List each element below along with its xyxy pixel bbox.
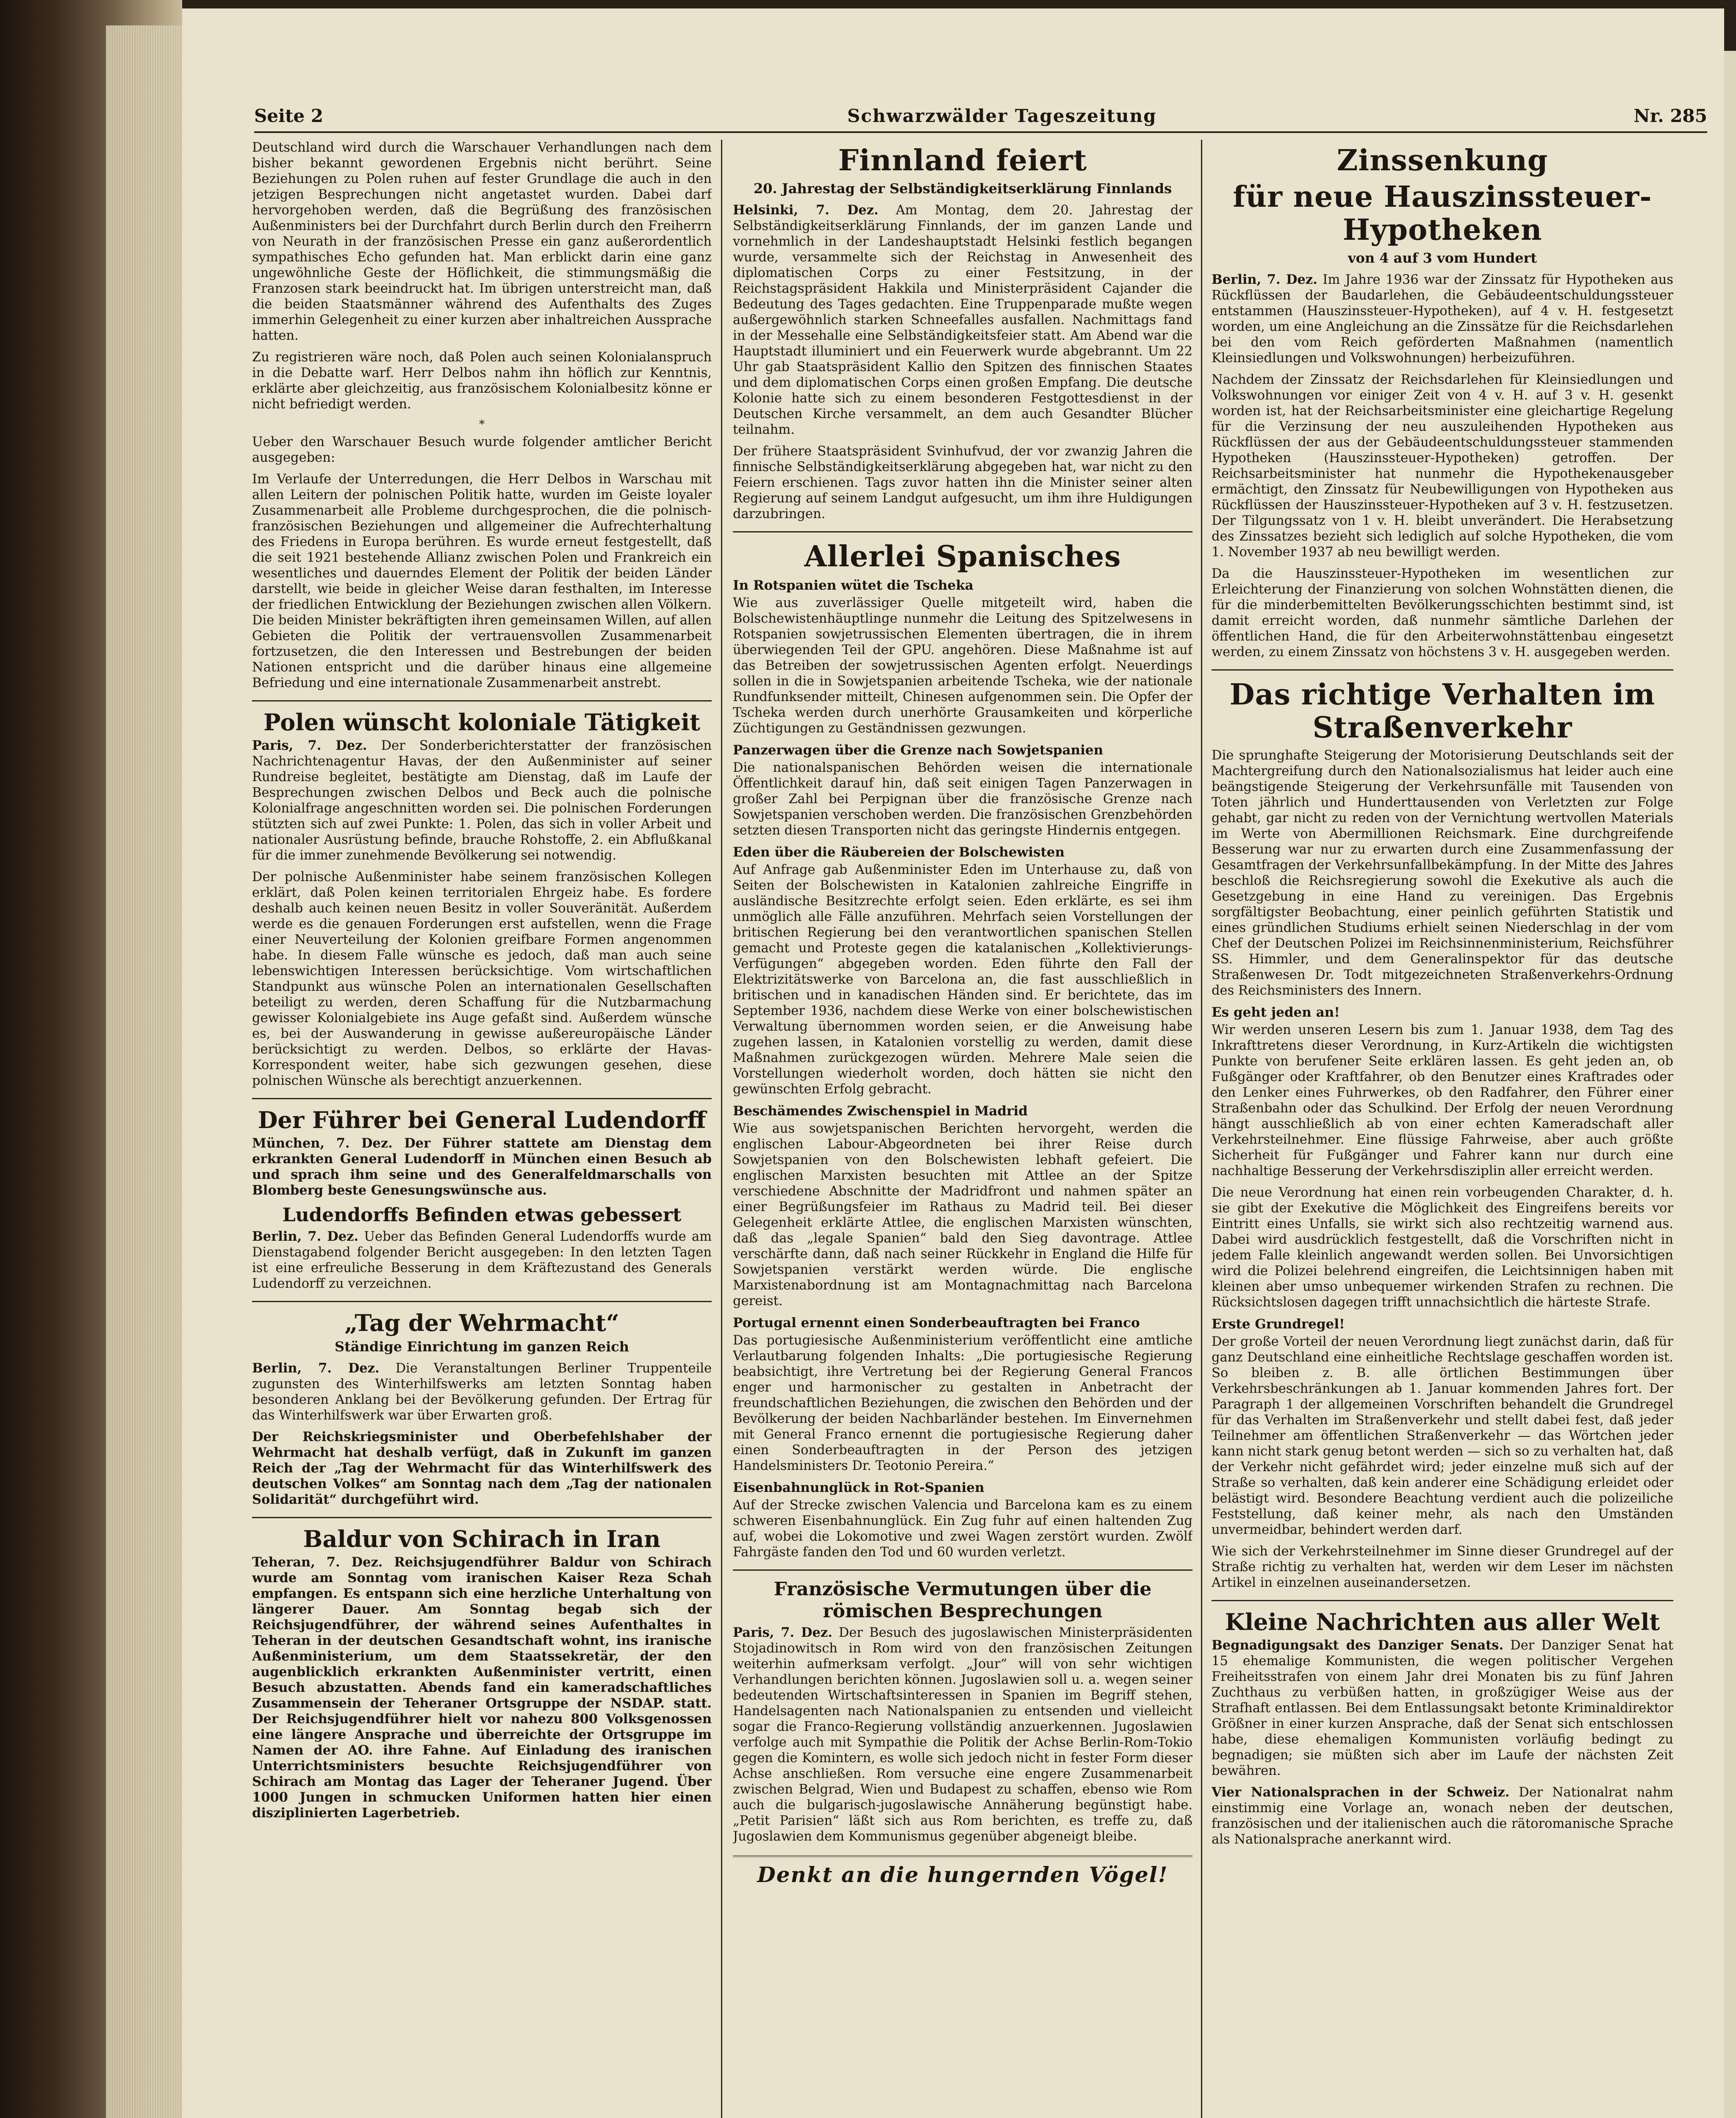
divider: [733, 1569, 1192, 1571]
grundregel-paragraph-2: Wie sich der Verkehrsteilnehmer im Sinne dieser Grundregel auf der Straße richtig zu verhalten hat, werden wir dem Leser im nächsten Artikel in einzelnen auseinandersetzen.: [1212, 1544, 1673, 1590]
zins-subheadline: von 4 auf 3 vom Hundert: [1348, 250, 1537, 266]
finnland-paragraph-1: Am Montag, dem 20. Jahrestag der Selbständigkeitserklärung Finnlands, der im ganzen Lande und vornehmlich in der Landeshauptstadt Helsinki festlich begangen wurde, versammelte sich der Reichstag in Anwesenheit des diplomatischen Corps zu einer Festsitzung, in der Reichstagspräsident Hakkila und Ministerpräsident Cajander die Bedeutung des Tages gedachten. Eine Truppenparade mußte wegen außergewöhnlich starken Schneefalles ausfallen. Nachmittags fand in der Messehalle eine Selbständigkeitsfeier statt. Am Abend war die Hauptstadt illuminiert und ein Feuerwerk wurde abgebrannt. Um 22 Uhr gab Staatspräsident Kallio den Spitzen des finnischen Staates und dem diplomatischen Corps einen großen Empfang. Die deutsche Kolonie hatte sich zu einem besonderen Festgottesdienst in der Deutschen Kirche versammelt, an dem auch Gesandter Blücher teilnahm.: [733, 203, 1192, 437]
polen-paragraph-2: Der polnische Außenminister habe seinem französischen Kollegen erklärt, daß Polen keinen territorialen Ehrgeiz habe. Es fordere deshalb auch keinen neuen Besitz in voller Souveränität. Außerdem werde es die genauen Forderungen erst aufstellen, wenn die Frage einer Neuverteilung der Kolonien greifbare Formen angenommen habe. In diesem Falle wünsche es jedoch, daß man auch seine lebenswichtigen Interessen berücksichtige. Vom wirtschaftlichen Standpunkt aus wünsche Polen an internationalen Gesellschaften beteiligt zu werden, deren Schaffung für die Nutzbarmachung gewisser Kolonialgebiete ins Auge gefaßt sind. Außerdem wünsche es, bei der Auswanderung in gewisse außereuropäische Länder berücksichtigt zu werden. Delbos, so erklärte der Havas-Korrespondent weiter, habe sich gezwungen gesehen, diese polnischen Wünsche als berechtigt anzuerkennen.: [252, 870, 712, 1088]
madrid-article: Wie aus sowjetspanischen Berichten hervorgeht, werden die englischen Labour-Abgeordneten bei ihrer Reise durch Sowjetspanien von den Bolschewisten lebhaft gefeiert. Die englischen Marxisten besuchten mit Attlee an der Spitze verschiedene Abschnitte der Madridfront und nahmen später an einer Begrüßungsfeier im Rathaus zu Madrid teil. Bei dieser Gelegenheit erklärte Attlee, die englischen Marxisten wünschten, daß das „legale Spanien“ bald den Sieg davontrage. Attlee verschärfte dann, daß nach seiner Rückkehr in England die Hilfe für Sowjetspanien verstärkt werden würde. Die englische Marxistenabordnung ist am Montagnachmittag nach Barcelona gereist.: [733, 1121, 1192, 1309]
zins-dateline: Berlin, 7. Dez.: [1212, 272, 1317, 287]
column-middle: [733, 140, 1192, 2071]
ludendorff-dateline: Berlin, 7. Dez.: [252, 1229, 359, 1244]
schirach-article: Reichsjugendführer Baldur von Schirach wurde am Sonntag vom iranischen Kaiser Reza Schah empfangen. Es entspann sich eine herzliche Unterhaltung von längerer Dauer. Am Sonntag begab sich der Reichsjugendführer, der während seines Aufenthaltes in Teheran in der deutschen Gesandtschaft wohnt, ins iranische Außenministerium, um dem Staatssekretär, der den augenblicklich erkrankten Außenminister vertritt, einen Besuch abzustatten. Abends fand ein kameradschaftliches Zusammensein der Teheraner Ortsgruppe der NSDAP. statt. Der Reichsjugendführer hielt vor nahezu 800 Volksgenossen eine längere Ansprache und überreichte der Ortsgruppe im Namen der AO. ihre Fahne. Auf Einladung des iranischen Unterrichtsministers besuchte Reichsjugendführer von Schirach am Montag das Lager der Teheraner Jugend. Über 1000 Jungen in schmucken Uniformen hatten hier einen disziplinierten Lagerbetrieb.: [252, 1555, 712, 1821]
page-number: Seite 2: [254, 105, 323, 126]
divider: [252, 700, 712, 701]
wehrmacht-dateline: Berlin, 7. Dez.: [252, 1361, 380, 1376]
divider: [1212, 669, 1673, 671]
divider: [733, 531, 1192, 532]
eisenbahn-subhead: Eisenbahnunglück in Rot-Spanien: [733, 1480, 984, 1495]
ludendorff-headline: Ludendorffs Befinden etwas gebessert: [282, 1204, 682, 1226]
column-rule-1: [721, 140, 722, 2118]
panzerwagen-article: Die nationalspanischen Behörden weisen die internationale Öffentlichkeit darauf hin, daß seit einigen Tagen Panzerwagen in großer Zahl bei Perpignan über die französische Grenze nach Sowjetspanien verschoben werden. Die französischen Grenzbehörden setzten diesen Transporten nicht das geringste Hindernis entgegen.: [733, 760, 1192, 838]
wehrmacht-headline: „Tag der Wehrmacht“: [344, 1309, 619, 1336]
portugal-subhead: Portugal ernennt einen Sonderbeauftragten bei Franco: [733, 1315, 1140, 1331]
madrid-subhead: Beschämendes Zwischenspiel in Madrid: [733, 1103, 1028, 1119]
eisenbahn-article: Auf der Strecke zwischen Valencia und Barcelona kam es zu einem schweren Eisenbahnunglück. Ein Zug fuhr auf einen haltenden Zug auf, wobei die Lokomotive und zwei Wagen zerstört wurden. Zwölf Fahrgäste fanden den Tod und 60 wurden verletzt.: [733, 1498, 1192, 1560]
newspaper-title: Schwarzwälder Tageszeitung: [847, 105, 1157, 126]
danzig-subhead: Begnadigungsakt des Danziger Senats.: [1212, 1638, 1503, 1653]
intro-paragraph-1: Deutschland wird durch die Warschauer Verhandlungen nach dem bisher bekannt gewordenen Ergebnis nicht berührt. Seine Beziehungen zu Polen ruhen auf fester Grundlage die auch in den jetzigen Besprechungen nicht angetastet wurden. Dabei darf hervorgehoben werden, daß die Begrüßung des französischen Außenministers bei der Durchfahrt durch Berlin durch den Freiherrn von Neurath in der französischen Presse ein ganz außerordentlich sympathisches Echo gefunden hat. Man erblickt darin eine ganz ungewöhnliche Geste der Höflichkeit, die stimmungsmäßig die Franzosen stark beeindruckt hat. Im übrigen unterstreicht man, daß die beiden Staatsmänner während des Aufenthalts des Zuges immerhin Gelegenheit zu einer kurzen aber inhaltreichen Aussprache hatten.: [252, 140, 712, 343]
finnland-dateline: Helsinki, 7. Dez.: [733, 202, 879, 218]
wehrmacht-subheadline: Ständige Einrichtung im ganzen Reich: [334, 1339, 630, 1355]
vermutungen-dateline: Paris, 7. Dez.: [733, 1625, 832, 1640]
danzig-article: Der Danziger Senat hat 15 ehemalige Kommunisten, die wegen politischer Vergehen Freiheitsstrafen von einem Jahr drei Monaten bis zu fünf Jahren Zuchthaus zu verbüßen hatten, in großzügiger Weise aus der Strafhaft entlassen. Bei dem Entlassungsakt betonte Kriminaldirektor Größner in einer kurzen Ansprache, daß der Senat sich entschlossen habe, diese ehemaligen Kommunisten vorläufig bedingt zu begnadigen; sie müßten sich aber im Laufe der nächsten Zeit bewähren.: [1212, 1638, 1673, 1778]
panzerwagen-subhead: Panzerwagen über die Grenze nach Sowjetspanien: [733, 743, 1104, 758]
issue-number: Nr. 285: [1633, 105, 1707, 126]
fuehrer-article: München, 7. Dez. Der Führer stattete am Dienstag dem erkrankten General Ludendorff in München einen Besuch ab und sprach ihm seine und des Generalfeldmarschalls von Blomberg beste Genesungswünsche aus.: [252, 1136, 712, 1198]
divider: [252, 1517, 712, 1518]
section-star: *: [479, 418, 485, 431]
divider: [1212, 1600, 1673, 1601]
schirach-dateline: Teheran, 7. Dez.: [252, 1555, 383, 1570]
zins-headline-line-1: Zinssenkung: [1337, 144, 1548, 177]
slogan-banner: Denkt an die hungernden Vögel!: [757, 1862, 1168, 1887]
zins-paragraph-1: Im Jahre 1936 war der Zinssatz für Hypotheken aus Rückflüssen der Baudarlehen, die Gebäudeentschuldungssteuer entstammen (Hauszinssteuer-Hypotheken), auf 4 v. H. festgesetzt worden, um eine Angleichung an die Zinssätze für die Reichsdarlehen bei den vom Reich geförderten Maßnahmen (namentlich Kleinsiedlungen und Volkswohnungen) herbeizuführen.: [1212, 272, 1673, 366]
verkehr-headline: Das richtige Verhalten im Straßenverkehr: [1229, 678, 1656, 745]
fuehrer-headline: Der Führer bei General Ludendorff: [258, 1106, 706, 1134]
zins-paragraph-2: Nachdem der Zinssatz der Reichsdarlehen für Kleinsiedlungen und Volkswohnungen vor einiger Zeit von 4 v. H. auf 3 v. H. gesenkt worden ist, hat der Reichsarbeitsminister eine gleichartige Regelung für die Verzinsung der neu auszuleihenden Hypotheken aus Rückflüssen der aus der Gebäudeentschuldungssteuer stammenden Hypotheken (Hauszinssteuer-Hypotheken) getroffen. Der Reichsarbeitsminister hat nunmehr die Hypothekenausgeber ermächtigt, den Zinssatz für Neubewilligungen von Hypotheken aus Rückflüssen der Hauszinssteuer-Hypotheken auf 3 v. H. festzusetzen. Der Tilgungssatz von 1 v. H. bleibt unverändert. Die Herabsetzung des Zinssatzes bezieht sich lediglich auf solche Hypotheken, die vom 1. November 1937 ab neu bewilligt werden.: [1212, 372, 1673, 560]
jeden-an-paragraph-2: Die neue Verordnung hat einen rein vorbeugenden Charakter, d. h. sie gibt der Exekutive die Möglichkeit des Eingreifens bereits vor Eintritt eines Unfalls, sie wirkt sich also rechtzeitig warnend aus. Dabei wird ausdrücklich festgestellt, daß die Vorschriften nicht in jedem Falle kleinlich angewandt werden sollen. Bei Unvorsichtigen wird die Polizei belehrend eingreifen, die Leichtsinnigen haben mit kleinen aber umso unbequemer wirkenden Strafen zu rechnen. Die Rücksichtslosen dagegen trifft unnachsichtlich die härteste Strafe.: [1212, 1185, 1673, 1310]
page-header: [254, 93, 1707, 133]
zins-paragraph-3: Da die Hauszinssteuer-Hypotheken im wesentlichen zur Erleichterung der Finanzierung von solchen Wohnstätten dienen, die für die minderbemittelten Bevölkerungsschichten bestimmt sind, ist damit erreicht worden, daß nunmehr sämtliche Darlehen der öffentlichen Hand, die für den Arbeiterwohnstättenbau eingesetzt werden, zu einem Zinssatz von höchstens 3 v. H. ausgegeben werden.: [1212, 566, 1673, 660]
eden-subhead: Eden über die Räubereien der Bolschewisten: [733, 845, 1065, 860]
finnland-subheadline: 20. Jahrestag der Selbständigkeitserklärung Finnlands: [753, 180, 1172, 197]
newspaper-page: [182, 8, 1724, 2118]
polen-paragraph-1: Der Sonderberichterstatter der französischen Nachrichtenagentur Havas, der den Außenminister auf seiner Rundreise begleitet, bestätigte am Dienstag, daß im Laufe der Besprechungen zwischen Delbos und Beck auch die polnische Kolonialfrage angeschnitten worden sei. Die polnischen Forderungen stützten sich auf zwei Punkte: 1. Polen, das sich in voller Arbeit und nationaler Ausrüstung befinde, brauche Rohstoffe, 2. ein Abflußkanal für die immer zunehmende Bevölkerung sei notwendig.: [252, 738, 712, 863]
grundregel-paragraph-1: Der große Vorteil der neuen Verordnung liegt zunächst darin, daß für ganz Deutschland eine einheitliche Rechtslage geschaffen worden ist. So bleiben z. B. alle örtlichen Bestimmungen über Verkehrsbeschränkungen ab 1. Januar kommenden Jahres fort. Der Paragraph 1 der allgemeinen Vorschriften behandelt die Grundregel für das Verhalten im Straßenverkehr und stellt dabei fest, daß jeder Teilnehmer am öffentlichen Straßenverkehr — das Wörtchen jeder kann nicht stark genug betont werden — sich so zu verhalten hat, daß der Verkehr nicht gefährdet wird; jeder einzelne muß sich auf der Straße so verhalten, daß kein anderer eine Schädigung erleidet oder belästigt wird. Besondere Beachtung verdient auch die polizeiliche Feststellung, daß keiner mehr, als nach den Umständen unvermeidbar, behindert werden darf.: [1212, 1334, 1673, 1537]
vermutungen-headline: Französische Vermutungen über die römischen Besprechungen: [774, 1578, 1152, 1622]
schweiz-article: Der Nationalrat nahm einstimmig eine Vorlage an, wonach neben der deutschen, französischen und der italienischen auch die rätoromanische Sprache als Nationalsprache anerkannt wird.: [1212, 1785, 1673, 1847]
eden-article: Auf Anfrage gab Außenminister Eden im Unterhause zu, daß von Seiten der Bolschewisten in Katalonien zahlreiche Eingriffe in ausländische Besitzrechte erfolgt seien. Eden erklärte, es sei ihm unmöglich alle Fälle anzuführen. Mehrfach seien Vorstellungen der britischen Regierung bei den verantwortlichen spanischen Stellen gemacht und Proteste gegen die katalanischen „Kollektivierungs-Verfügungen“ abgegeben worden. Eden führte den Fall der Elektrizitätswerke von Barcelona an, die fast ausschließlich in britischen und in kanadischen Händen sind. Er berichtete, das im September 1936, nachdem diese Werke von einer bolschewistischen Verwaltung übernommen worden seien, er die Anweisung habe zugehen lassen, in Katalonien vorstellig zu werden, damit diese Maßnahmen zurückgezogen würden. Mehrere Male seien die Vorstellungen wiederholt worden, doch hätten sie nicht den gewünschten Erfolg gebracht.: [733, 862, 1192, 1097]
finnland-paragraph-2: Der frühere Staatspräsident Svinhufvud, der vor zwanzig Jahren die finnische Selbständigkeitserklärung abgegeben hat, war nicht zu den Feiern erschienen. Tags zuvor hatten ihn die Minister seiner alten Regierung auf seinem Landgut aufgesucht, um ihm ihre Huldigungen darzubringen.: [733, 444, 1192, 521]
portugal-article: Das portugiesische Außenministerium veröffentlicht eine amtliche Verlautbarung folgenden Inhalts: „Die portugiesische Regierung beabsichtigt, ihre Vertretung bei der Regierung General Francos enger und harmonischer zu gestalten in Anbetracht der freundschaftlichen Beziehungen, die zwischen den Behörden und der Bevölkerung der beiden Nachbarländer bestehen. Im Einvernehmen mit General Franco ernennt die portugiesische Regierung daher einen Sonderbeauftragten in der Person des jetzigen Handelsministers Dr. Teotonio Pereira.“: [733, 1333, 1192, 1473]
jeden-an-paragraph-1: Wir werden unseren Lesern bis zum 1. Januar 1938, dem Tag des Inkrafttretens dieser Verordnung, in Kurz-Artikeln die wichtigsten Punkte von berufener Seite erklären lassen. Es geht jeden an, ob Fußgänger oder Kraftfahrer, ob den Benutzer eines Kraftrades oder den Lenker eines Fuhrwerkes, ob den Radfahrer, den Führer einer Straßenbahn oder das Schulkind. Der Erfolg der neuen Verordnung hängt ausschließlich ab von einer echten Kameradschaft aller Verkehrsteilnehmer. Eine flüssige Fahrweise, aber auch größte Sicherheit für Fußgänger und Fahrer kann nur durch eine nachhaltige Besserung der Verkehrsdisziplin aller erreicht werden.: [1212, 1023, 1673, 1178]
column-left: [252, 140, 712, 2118]
column-right: [1212, 140, 1673, 2118]
verkehr-intro: Die sprunghafte Steigerung der Motorisierung Deutschlands seit der Machtergreifung durch den Nationalsozialismus hat leider auch eine beängstigende Steigerung der Verkehrsunfälle mit Tausenden von Toten jährlich und Hunderttausenden von Verletzten zur Folge gehabt, gar nicht zu reden von der Vernichtung wertvollen Materials im Werte von Abermillionen Reichsmark. Eine durchgreifende Besserung war nur zu erwarten durch eine Zusammenfassung der Gesamtfragen der Verkehrsunfallbekämpfung. In der Mitte des Jahres beschloß die Reichsregierung sowohl die Exekutive als auch die Gesetzgebung in eine Hand zu vereinigen. Das Ergebnis sorgfältigster Beobachtung, einer peinlich geführten Statistik und eines gründlichen Studiums erhielt seinen Niederschlag in der vom Chef der Deutschen Polizei im Reichsinnenministerium, Reichsführer SS. Himmler, und dem Generalinspektor für das deutsche Straßenwesen Dr. Todt mitgezeichneten Straßenverkehrs-Ordnung des Reichsministers des Innern.: [1212, 748, 1673, 998]
polen-dateline: Paris, 7. Dez.: [252, 738, 367, 753]
spanisches-headline: Allerlei Spanisches: [804, 540, 1121, 574]
divider: [733, 1855, 1192, 1857]
column-rule-2: [1201, 140, 1202, 2118]
tscheka-article: Wie aus zuverlässiger Quelle mitgeteilt wird, haben die Bolschewistenhäuptlinge nunmehr die Leitung des Spitzelwesens in Rotspanien sowjetrussischen Elementen übertragen, die in ihrem überwiegenden Teil der GPU. angehören. Diese Maßnahme ist auf das Betreiben der sowjetrussischen Agenten erfolgt. Neuerdings sollen in die in Sowjetspanien arbeitende Tscheka, wie der nationale Rundfunksender mitteilt, Chinesen aufgenommen sein. Die Opfer der Tscheka werden durch unerhörte Grausamkeiten und körperliche Züchtigungen zu Geständnissen gezwungen.: [733, 596, 1192, 736]
grundregel-subhead: Erste Grundregel!: [1212, 1317, 1345, 1332]
schirach-headline: Baldur von Schirach in Iran: [303, 1525, 661, 1552]
warschau-report: Im Verlaufe der Unterredungen, die Herr Delbos in Warschau mit allen Leitern der polnischen Politik hatte, wurden im Geiste loyaler Zusammenarbeit alle Probleme durchgesprochen, die die polnisch-französischen Beziehungen und allgemeiner die Aufrechterhaltung des Friedens in Europa berühren. Es wurde erneut festgestellt, daß die seit 1921 bestehende Allianz zwischen Polen und Frankreich ein wesentliches und dauerndes Element der Politik der beiden Länder darstellt, wie beide in gleicher Weise daran festhalten, im Interesse der friedlichen Entwicklung der Beziehungen zwischen allen Völkern. Die beiden Minister bekräftigten ihren gemeinsamen Willen, auf allen Gebieten die Politik der vertrauensvollen Zusammenarbeit fortzusetzen, die den Interessen und Bestrebungen der beiden Nationen entspricht und die darüber hinaus eine allgemeine Befriedung und eine internationale Zusammenarbeit anstrebt.: [252, 472, 712, 690]
polen-headline: Polen wünscht koloniale Tätigkeit: [263, 709, 700, 736]
vermutungen-article: Der Besuch des jugoslawischen Ministerpräsidenten Stojadinowitsch in Rom wird von den französischen Zeitungen weiterhin aufmerksam verfolgt. „Jour“ will von sehr wichtigen Verhandlungen berichten können. Jugoslawien soll u. a. wegen seiner bedeutenden Wirtschaftsinteressen in Spanien im Begriff stehen, Handelsagenten nach Nationalspanien zu entsenden und vielleicht sogar die Franco-Regierung vollständig anzuerkennen. Jugoslawien verfolge auch mit Sympathie die Politik der Achse Berlin-Rom-Tokio gegen die Komintern, es wolle sich jedoch nicht in fester Form dieser Achse anschließen. Rom versuche eine engere Zusammenarbeit zwischen Belgrad, Wien und Budapest zu schaffen, ebenso wie Rom auch die bulgarisch-jugoslawische Annäherung begünstigt habe. „Petit Parisien“ läßt sich aus Rom berichten, es treffe zu, daß Jugoslawien dem Kommunismus gegenüber abgeneigt bleibe.: [733, 1625, 1192, 1844]
finnland-headline: Finnland feiert: [838, 144, 1087, 177]
wehrmacht-decree: Der Reichskriegsminister und Oberbefehlshaber der Wehrmacht hat deshalb verfügt, daß in Zukunft im ganzen Reich der „Tag der Wehrmacht für das Winterhilfswerk des deutschen Volkes“ am Sonntag nach dem „Tag der nationalen Solidarität“ durchgeführt wird.: [252, 1429, 712, 1507]
divider: [252, 1301, 712, 1302]
warschau-lead: Ueber den Warschauer Besuch wurde folgender amtlicher Bericht ausgegeben:: [252, 435, 712, 465]
zins-headline-line-2: für neue Hauszinssteuer-Hypotheken: [1233, 180, 1652, 247]
schweiz-subhead: Vier Nationalsprachen in der Schweiz.: [1212, 1785, 1510, 1800]
intro-paragraph-2: Zu registrieren wäre noch, daß Polen auch seinen Kolonialanspruch in die Debatte warf. Herr Delbos nahm ihn höflich zur Kenntnis, erklärte aber gleichzeitig, aus französischem Kolonialbesitz könne er nicht befriedigt werden.: [252, 350, 712, 412]
tscheka-subhead: In Rotspanien wütet die Tscheka: [733, 578, 973, 593]
kleine-nachrichten-headline: Kleine Nachrichten aus aller Welt: [1225, 1608, 1660, 1636]
divider: [252, 1098, 712, 1099]
wehrmacht-article: Die Veranstaltungen Berliner Truppenteile zugunsten des Winterhilfswerks am letzten Sonntag haben besonderen Anklang bei der Bevölkerung gefunden. Der Ertrag für das Winterhilfswerk war über Erwarten groß.: [252, 1361, 712, 1423]
jeden-an-subhead: Es geht jeden an!: [1212, 1005, 1340, 1020]
ludendorff-article: Ueber das Befinden General Ludendorffs wurde am Dienstagabend folgender Bericht ausgegeben: In den letzten Tagen ist eine erfreuliche Besserung in dem Kräftezustand des Generals Ludendorff zu verzeichnen.: [252, 1229, 712, 1291]
